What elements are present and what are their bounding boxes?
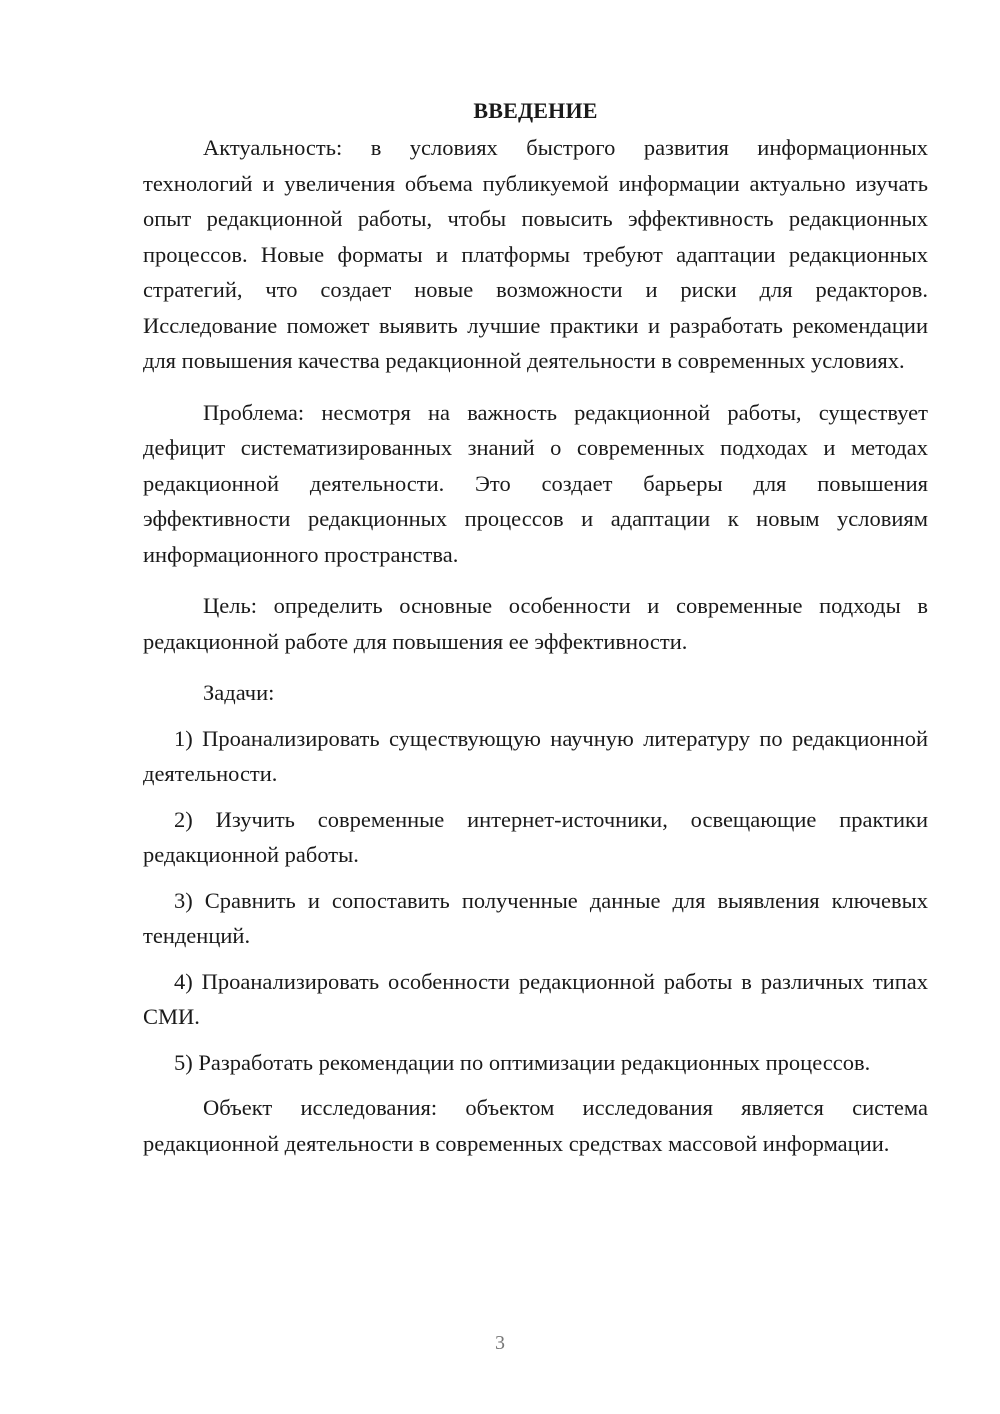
document-page (143, 96, 928, 1161)
problem-paragraph: Проблема: несмотря на важность редакционной работы, существует дефицит систематизированных знаний о современных подходах и методах редакционной деятельности. Это создает барьеры для повышения эффективности редакционных процессов и адаптации к новым условиям информационного пространства. (143, 399, 928, 567)
object-paragraph: Объект исследования: объектом исследования является система редакционной деятельности в современных средствах массовой информации. (143, 1095, 928, 1156)
task-item: 1) Проанализировать существующую научную литературу по редакционной деятельности. (143, 725, 928, 786)
task-item: 4) Проанализировать особенности редакционной работы в различных типах СМИ. (143, 968, 928, 1029)
page-number: 3 (495, 1332, 505, 1354)
tasks-heading: Задачи: (203, 680, 275, 705)
page-title: ВВЕДЕНИЕ (473, 98, 598, 123)
task-item: 3) Сравнить и сопоставить полученные данные для выявления ключевых тенденций. (143, 887, 928, 948)
task-item: 2) Изучить современные интернет-источники, освещающие практики редакционной работы. (143, 806, 928, 867)
relevance-paragraph: Актуальность: в условиях быстрого развития информационных технологий и увеличения объема публикуемой информации актуально изучать опыт редакционной работы, чтобы повысить эффективность редакционных процессов. Новые форматы и платформы требуют адаптации редакционных стратегий, что создает новые возможности и риски для редакторов. Исследование поможет выявить лучшие практики и разработать рекомендации для повышения качества редакционной деятельности в современных условиях. (143, 135, 928, 373)
task-item: 5) Разработать рекомендации по оптимизации редакционных процессов. (174, 1049, 871, 1075)
goal-paragraph: Цель: определить основные особенности и современные подходы в редакционной работе для повышения ее эффективности. (143, 593, 928, 654)
